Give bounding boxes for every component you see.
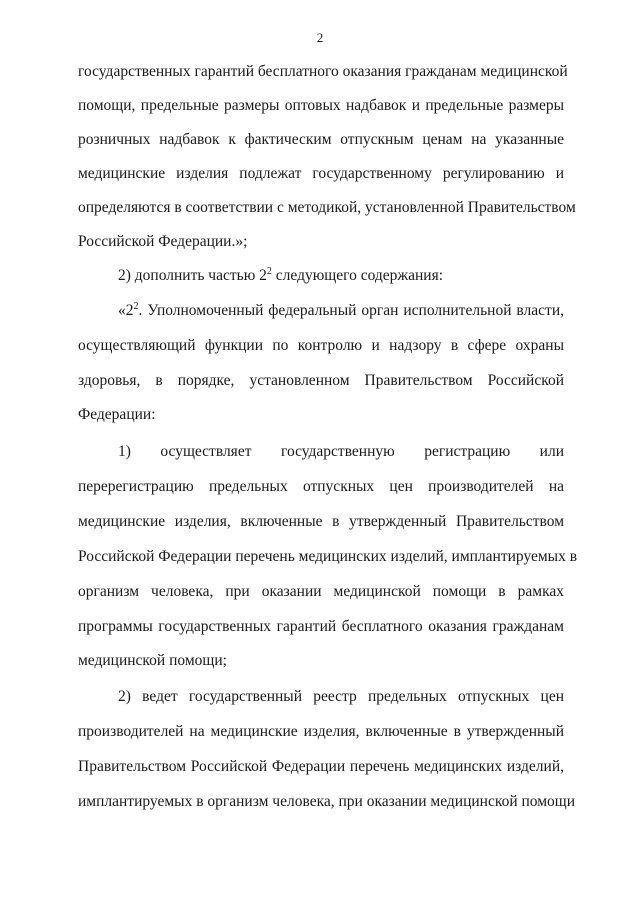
- text-line: Федерации:: [78, 406, 156, 423]
- text-line: помощи, предельные размеры оптовых надбавок и предельные размеры: [78, 97, 564, 114]
- text-line: имплантируемых в организм человека, при оказании медицинской помощи: [78, 793, 576, 810]
- part-2-2-heading: «$2^2$. Уполномоченный федеральный орган исполнительной власти,: [118, 300, 564, 319]
- superscript: 2: [133, 300, 139, 312]
- superscript: 2: [266, 265, 272, 277]
- text-line: организм человека, при оказании медицинской помощи в рамках: [78, 583, 564, 600]
- page-number: 2: [316, 30, 324, 45]
- text-line: осуществляющий функции по контролю и надзору в сфере охраны: [78, 337, 564, 354]
- text-line: производителей на медицинские изделия, включенные в утвержденный: [78, 723, 564, 740]
- text-line: Правительством Российской Федерации перечень медицинских изделий,: [78, 758, 564, 775]
- item-1-line: 1) осуществляет государственную регистрацию или: [118, 443, 564, 460]
- text-line: государственных гарантий бесплатного оказания гражданам медицинской: [78, 63, 568, 80]
- text-line: здоровья, в порядке, установленном Правительством Российской: [78, 372, 564, 389]
- text-line: Российской Федерации перечень медицинских изделий, имплантируемых в: [78, 548, 578, 565]
- item-2-line: 2) ведет государственный реестр предельных отпускных цен: [118, 688, 564, 705]
- text-line: розничных надбавок к фактическим отпускным ценам на указанные: [78, 131, 564, 148]
- paragraph-item-2-heading: 2) дополнить частью $2^2$ следующего содержания:: [118, 265, 444, 284]
- text-line: медицинские изделия подлежат государственному регулированию и: [78, 165, 564, 182]
- text-line: программы государственных гарантий бесплатного оказания гражданам: [78, 618, 564, 635]
- text-line: медицинские изделия, включенные в утвержденный Правительством: [78, 513, 564, 530]
- text-line: перерегистрацию предельных отпускных цен производителей на: [78, 478, 564, 495]
- text-line: определяются в соответствии с методикой, установленной Правительством: [78, 199, 576, 216]
- text-line: Российской Федерации.»;: [78, 233, 248, 250]
- text-line: медицинской помощи;: [78, 652, 227, 669]
